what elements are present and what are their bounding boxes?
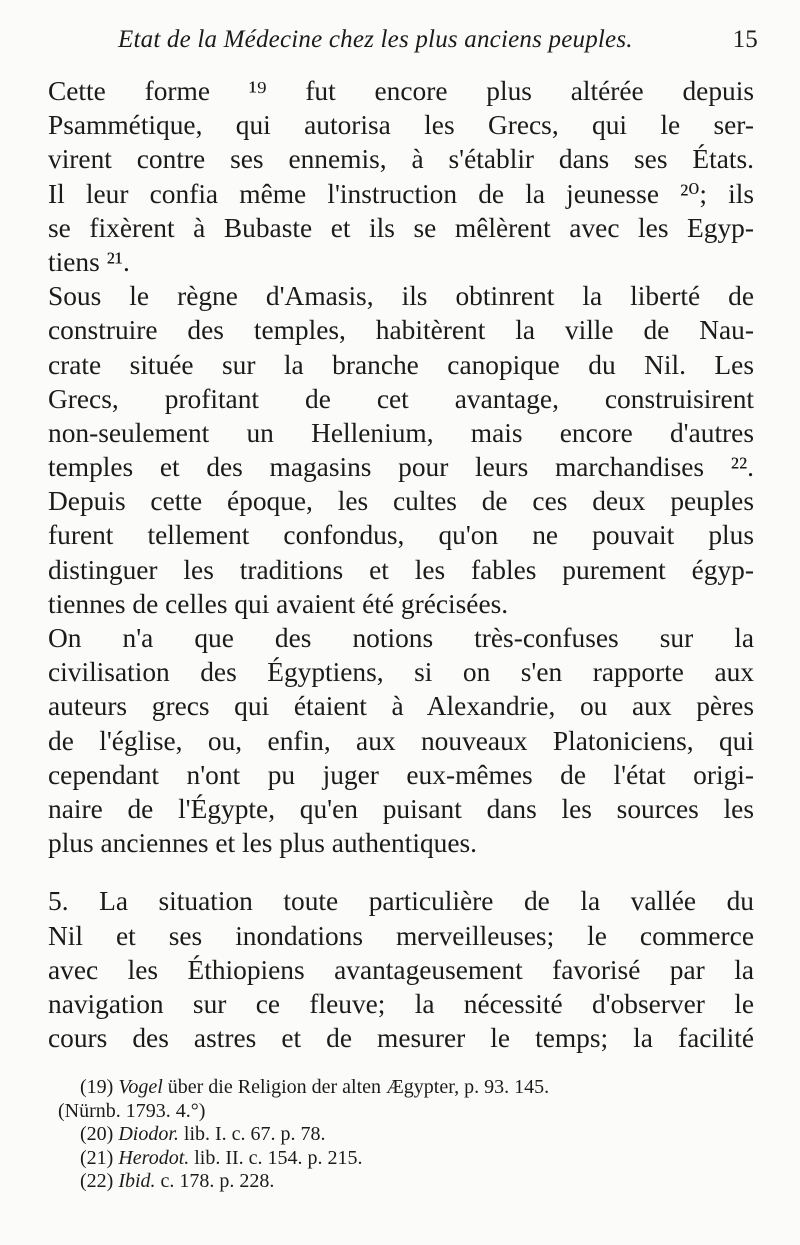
running-title: Etat de la Médecine chez les plus anciens peuples. [118, 26, 633, 53]
text-line: navigation sur ce fleuve; la nécessité d'observer le [48, 988, 754, 1019]
paragraph-amasis [48, 279, 754, 621]
footnote-mark: (20) [80, 1123, 114, 1145]
text-line: Sous le règne d'Amasis, ils obtinrent la liberté de [48, 281, 754, 312]
text-line: furent tellement confondus, qu'on ne pouvait plus [48, 520, 754, 551]
text-line: tiens ²¹. [48, 246, 130, 277]
footnote-19-continued [58, 1100, 758, 1124]
footnote-mark: (19) [80, 1076, 114, 1098]
footnote-mark: (22) [80, 1170, 114, 1192]
text-line: crate située sur la branche canopique du Nil. Les [48, 349, 754, 380]
section-gap [48, 860, 754, 884]
footnotes [58, 1076, 758, 1194]
footnote-source: Ibid. [118, 1170, 156, 1192]
text-line: virent contre ses ennemis, à s'établir dans ses États. [48, 144, 754, 175]
text-line: 5. La situation toute particulière de la vallée du [48, 886, 754, 917]
footnote-mark: (21) [80, 1146, 114, 1169]
text-line: plus anciennes et les plus authentiques. [48, 828, 478, 859]
footnote-text: (Nürnb. 1793. 4.°) [58, 1099, 206, 1122]
text-line: non-seulement un Hellenium, mais encore d'autres [48, 417, 754, 448]
main-text [48, 74, 754, 1055]
text-line: Grecs, profitant de cet avantage, construisirent [48, 383, 754, 414]
text-line: avec les Éthiopiens avantageusement favorisé par la [48, 954, 754, 985]
paragraph-civilisation [48, 621, 754, 860]
footnote-text: lib. II. c. 154. p. 215. [194, 1146, 363, 1169]
footnote-20 [58, 1123, 758, 1147]
text-line: construire des temples, habitèrent la ville de Nau- [48, 315, 754, 346]
text-line: Psammétique, qui autorisa les Grecs, qui le ser- [48, 110, 754, 141]
text-line: Depuis cette époque, les cultes de ces deux peuples [48, 486, 754, 517]
page-number: 15 [732, 26, 758, 53]
text-line: auteurs grecs qui étaient à Alexandrie, ou aux pères [48, 691, 754, 722]
footnote-source: Herodot. [118, 1146, 190, 1169]
paragraph-19 [48, 74, 754, 279]
running-header [118, 26, 758, 54]
footnote-22 [58, 1170, 758, 1194]
text-line: temples et des magasins pour leurs marchandises ²². [48, 452, 754, 483]
text-line: Cette forme ¹⁹ fut encore plus altérée depuis [48, 76, 754, 106]
paragraph-section-5 [48, 884, 754, 1055]
text-line: distinguer les traditions et les fables purement égyp- [48, 554, 754, 585]
footnote-19 [58, 1076, 758, 1100]
footnote-21 [58, 1147, 758, 1171]
footnote-text: über die Religion der alten Ægypter, p. 93. 145. [167, 1076, 550, 1098]
footnote-text: lib. I. c. 67. p. 78. [183, 1123, 326, 1145]
text-line: de l'église, ou, enfin, aux nouveaux Platoniciens, qui [48, 725, 754, 756]
text-line: se fixèrent à Bubaste et ils se mêlèrent avec les Egyp- [48, 212, 754, 243]
footnote-source: Diodor. [118, 1123, 179, 1145]
text-line: Nil et ses inondations merveilleuses; le commerce [48, 920, 754, 951]
text-line: cependant n'ont pu juger eux-mêmes de l'état origi- [48, 759, 754, 790]
text-line: naire de l'Égypte, qu'en puisant dans les sources les [48, 793, 754, 824]
footnote-source: Vogel [118, 1076, 163, 1098]
text-line: civilisation des Égyptiens, si on s'en rapporte aux [48, 657, 754, 688]
text-line: Il leur confia même l'instruction de la jeunesse ²⁰; ils [48, 178, 754, 209]
footnote-text: c. 178. p. 228. [160, 1170, 275, 1192]
text-line: On n'a que des notions très-confuses sur la [48, 623, 754, 653]
text-line: cours des astres et de mesurer le temps; la facilité [48, 1023, 754, 1054]
text-line: tiennes de celles qui avaient été grécisées. [48, 588, 509, 619]
